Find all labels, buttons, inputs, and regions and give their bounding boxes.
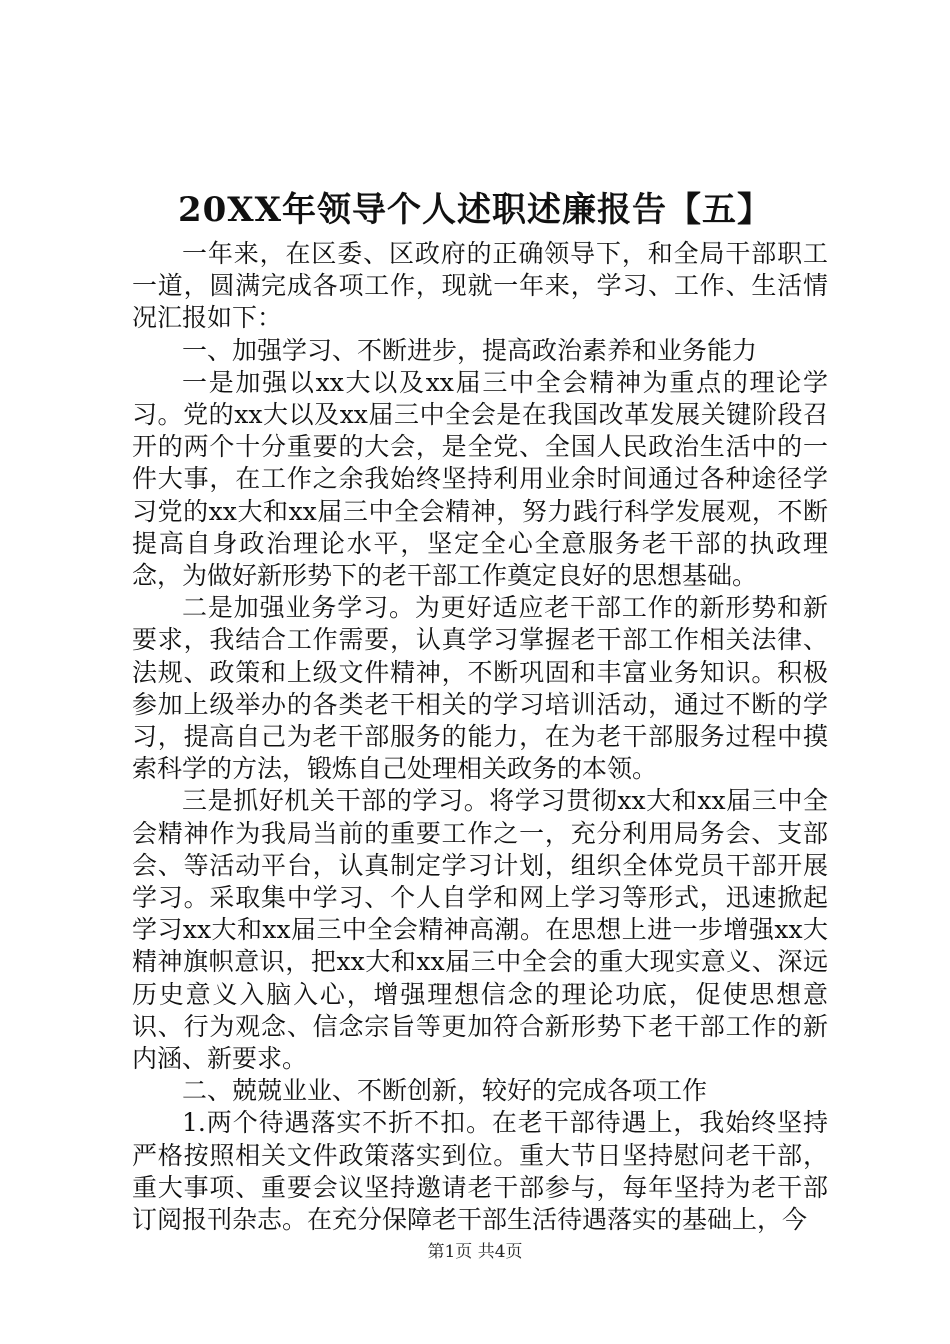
section-heading-1: 一、加强学习、不断进步，提高政治素养和业务能力 [182,335,758,365]
paragraph-intro: 一年来，在区委、区政府的正确领导下，和全局干部职工一道，圆满完成各项工作，现就一年来，学习、工作、生活情况汇报如下： [132,239,828,333]
section-heading-2: 二、兢兢业业、不断创新，较好的完成各项工作 [182,1076,708,1106]
document-body [132,238,828,1236]
paragraph-treatment: 1.两个待遇落实不折不扣。在老干部待遇上，我始终坚持严格按照相关文件政策落实到位。重大节日坚持慰问老干部，重大事项、重要会议坚持邀请老干部参与，每年坚持为老干部订阅报刊杂志。在充分保障老干部生活待遇落实的基础上，今 [132,1108,828,1235]
paragraph-business-study: 二是加强业务学习。为更好适应老干部工作的新形势和新要求，我结合工作需要，认真学习掌握老干部工作相关法律、法规、政策和上级文件精神，不断巩固和丰富业务知识。积极参加上级举办的各类老干相关的学习培训活动，通过不断的学习，提高自己为老干部服务的能力，在为老干部服务过程中摸索科学的方法，锻炼自己处理相关政务的本领。 [132,593,828,784]
paragraph-cadre-study: 三是抓好机关干部的学习。将学习贯彻xx大和xx届三中全会精神作为我局当前的重要工作之一，充分利用局务会、支部会、等活动平台，认真制定学习计划，组织全体党员干部开展学习。采取集中学习、个人自学和网上学习等形式，迅速掀起学习xx大和xx届三中全会精神高潮。在思想上进一步增强xx大精神旗帜意识，把xx大和xx届三中全会的重大现实意义、深远历史意义入脑入心，增强理想信念的理论功底，促使思想意识、行为观念、信念宗旨等更加符合新形势下老干部工作的新内涵、新要求。 [132,786,828,1074]
paragraph-theory-study: 一是加强以xx大以及xx届三中全会精神为重点的理论学习。党的xx大以及xx届三中全会是在我国改革发展关键阶段召开的两个十分重要的大会，是全党、全国人民政治生活中的一件大事，在工作之余我始终坚持利用业余时间通过各种途径学习党的xx大和xx届三中全会精神，努力践行科学发展观，不断提高自身政治理论水平，坚定全心全意服务老干部的执政理念，为做好新形势下的老干部工作奠定良好的思想基础。 [132,367,828,591]
page-footer: 第1页 共4页 [427,1242,523,1262]
document-title: 20XX年领导个人述职述廉报告【五】 [177,190,773,230]
